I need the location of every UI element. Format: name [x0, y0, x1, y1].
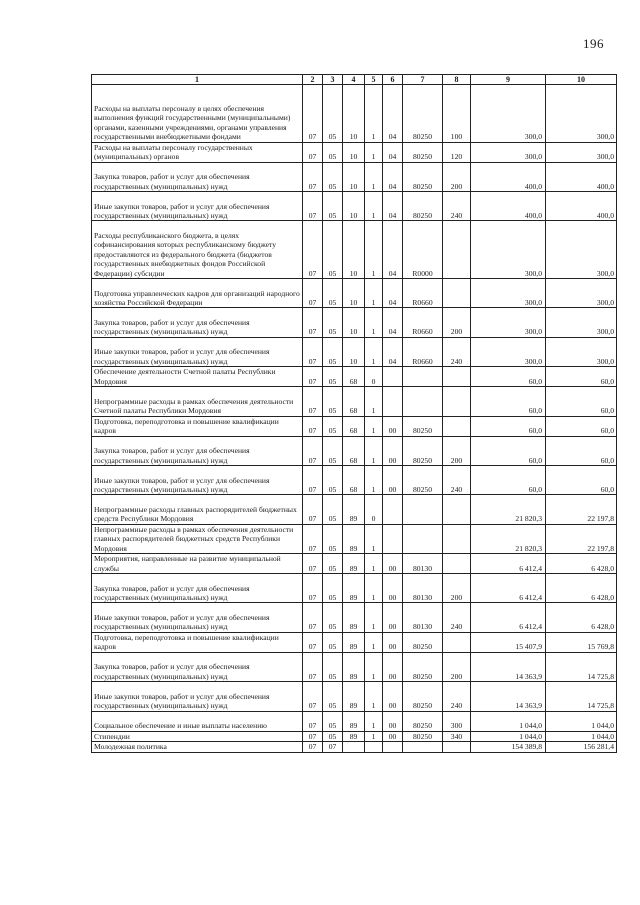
amount-col-9: 300,0	[471, 278, 546, 307]
amount-col-9: 6 412,4	[471, 554, 546, 574]
page-number: 196	[583, 36, 604, 51]
code-col-4: 89	[343, 574, 365, 603]
table-row	[92, 711, 617, 731]
code-col-4: 10	[343, 278, 365, 307]
code-col-3: 05	[323, 711, 343, 731]
amount-col-9: 60,0	[471, 367, 546, 387]
expense-name: Расходы на выплаты персоналу в целях обеспечения выполнения функций государственными (муниципальными) органами, казенными учреждениями, органами управления государственными внебюджетными фондами	[92, 85, 303, 143]
code-col-7	[403, 495, 443, 524]
code-col-6: 04	[383, 162, 403, 191]
amount-col-10: 6 428,0	[546, 574, 617, 603]
amount-col-10: 156 281,4	[546, 742, 617, 753]
code-col-5	[365, 742, 383, 753]
code-col-4: 89	[343, 682, 365, 711]
code-col-6: 00	[383, 632, 403, 652]
code-col-8: 200	[443, 162, 471, 191]
code-col-6	[383, 367, 403, 387]
code-col-8	[443, 416, 471, 436]
table-row	[92, 278, 617, 307]
code-col-2: 07	[303, 731, 323, 742]
code-col-4: 68	[343, 465, 365, 494]
table-row	[92, 603, 617, 632]
code-col-3: 05	[323, 337, 343, 366]
code-col-5: 1	[365, 221, 383, 279]
code-col-5: 1	[365, 682, 383, 711]
amount-col-10: 1 044,0	[546, 731, 617, 742]
expense-name: Стипендии	[92, 731, 303, 742]
table-row	[92, 524, 617, 553]
code-col-3: 05	[323, 731, 343, 742]
table-row	[92, 574, 617, 603]
amount-col-10: 300,0	[546, 221, 617, 279]
code-col-8: 200	[443, 308, 471, 337]
expense-name: Закупка товаров, работ и услуг для обеспечения государственных (муниципальных) нужд	[92, 652, 303, 681]
code-col-3: 05	[323, 632, 343, 652]
code-col-2: 07	[303, 191, 323, 220]
code-col-7	[403, 524, 443, 553]
amount-col-9: 154 389,8	[471, 742, 546, 753]
code-col-2: 07	[303, 278, 323, 307]
code-col-4: 89	[343, 603, 365, 632]
amount-col-10: 14 725,8	[546, 682, 617, 711]
amount-col-10: 60,0	[546, 436, 617, 465]
table-row	[92, 731, 617, 742]
amount-col-10: 300,0	[546, 308, 617, 337]
code-col-3: 05	[323, 682, 343, 711]
code-col-6: 00	[383, 465, 403, 494]
code-col-6: 04	[383, 221, 403, 279]
amount-col-10: 300,0	[546, 337, 617, 366]
code-col-4: 10	[343, 308, 365, 337]
table-row	[92, 85, 617, 143]
code-col-5: 1	[365, 574, 383, 603]
code-col-3: 07	[323, 742, 343, 753]
code-col-5: 0	[365, 367, 383, 387]
expense-name: Подготовка, переподготовка и повышение квалификации кадров	[92, 632, 303, 652]
table-header-row	[92, 75, 617, 85]
expense-name: Непрограммные расходы главных распорядителей бюджетных средств Республики Мордовия	[92, 495, 303, 524]
amount-col-10: 300,0	[546, 278, 617, 307]
expense-name: Непрограммные расходы в рамках обеспечения деятельности Счетной палаты Республики Мордовия	[92, 387, 303, 416]
amount-col-10: 60,0	[546, 465, 617, 494]
code-col-3: 05	[323, 603, 343, 632]
code-col-6: 00	[383, 682, 403, 711]
amount-col-10: 60,0	[546, 367, 617, 387]
expense-name: Расходы на выплаты персоналу государственных (муниципальных) органов	[92, 142, 303, 162]
code-col-5: 1	[365, 278, 383, 307]
code-col-8	[443, 524, 471, 553]
code-col-7: R0660	[403, 308, 443, 337]
amount-col-9: 300,0	[471, 142, 546, 162]
code-col-7: 80250	[403, 85, 443, 143]
expense-name: Закупка товаров, работ и услуг для обеспечения государственных (муниципальных) нужд	[92, 308, 303, 337]
code-col-2: 07	[303, 85, 323, 143]
code-col-4: 89	[343, 554, 365, 574]
code-col-4: 10	[343, 85, 365, 143]
amount-col-9: 21 820,3	[471, 524, 546, 553]
amount-col-10: 400,0	[546, 191, 617, 220]
amount-col-9: 6 412,4	[471, 603, 546, 632]
code-col-2: 07	[303, 436, 323, 465]
code-col-3: 05	[323, 278, 343, 307]
code-col-7: 80250	[403, 416, 443, 436]
code-col-6: 00	[383, 603, 403, 632]
code-col-5: 1	[365, 711, 383, 731]
amount-col-9: 1 044,0	[471, 711, 546, 731]
code-col-7: 80250	[403, 465, 443, 494]
code-col-2: 07	[303, 367, 323, 387]
header-col-1: 1	[92, 75, 303, 85]
code-col-2: 07	[303, 337, 323, 366]
code-col-5: 1	[365, 191, 383, 220]
code-col-8: 300	[443, 711, 471, 731]
table-row	[92, 495, 617, 524]
code-col-7: R0660	[403, 278, 443, 307]
table-row	[92, 436, 617, 465]
table-row	[92, 191, 617, 220]
code-col-8	[443, 221, 471, 279]
code-col-2: 07	[303, 574, 323, 603]
table-row	[92, 682, 617, 711]
code-col-6: 00	[383, 731, 403, 742]
code-col-7: 80130	[403, 603, 443, 632]
code-col-5: 1	[365, 308, 383, 337]
code-col-4: 10	[343, 337, 365, 366]
code-col-8	[443, 632, 471, 652]
table-row	[92, 387, 617, 416]
header-col-9: 9	[471, 75, 546, 85]
table-row	[92, 367, 617, 387]
code-col-7: 80250	[403, 731, 443, 742]
code-col-7: 80250	[403, 652, 443, 681]
header-col-8: 8	[443, 75, 471, 85]
code-col-2: 07	[303, 711, 323, 731]
code-col-5: 1	[365, 416, 383, 436]
expense-name: Молодежная политика	[92, 742, 303, 753]
code-col-8: 120	[443, 142, 471, 162]
code-col-4: 68	[343, 367, 365, 387]
amount-col-9: 60,0	[471, 465, 546, 494]
expense-name: Закупка товаров, работ и услуг для обеспечения государственных (муниципальных) нужд	[92, 436, 303, 465]
code-col-8	[443, 495, 471, 524]
table-row	[92, 632, 617, 652]
amount-col-10: 300,0	[546, 85, 617, 143]
expense-name: Расходы республиканского бюджета, в целях софинансирования которых республиканскому бюджету предоставляются из федерального бюджета (бюджетов государственных внебюджетных фондов Российской Федерации) субсидии	[92, 221, 303, 279]
table-row	[92, 416, 617, 436]
code-col-6: 00	[383, 436, 403, 465]
amount-col-9: 60,0	[471, 387, 546, 416]
code-col-6	[383, 495, 403, 524]
table-row	[92, 162, 617, 191]
code-col-6: 04	[383, 85, 403, 143]
amount-col-10: 300,0	[546, 142, 617, 162]
code-col-8	[443, 278, 471, 307]
code-col-6: 00	[383, 711, 403, 731]
code-col-7: 80250	[403, 436, 443, 465]
code-col-2: 07	[303, 162, 323, 191]
code-col-5: 1	[365, 652, 383, 681]
table-row	[92, 652, 617, 681]
code-col-2: 07	[303, 308, 323, 337]
code-col-6: 04	[383, 191, 403, 220]
code-col-7: 80130	[403, 554, 443, 574]
code-col-3: 05	[323, 367, 343, 387]
amount-col-9: 6 412,4	[471, 574, 546, 603]
code-col-3: 05	[323, 85, 343, 143]
code-col-4: 68	[343, 416, 365, 436]
code-col-8: 240	[443, 191, 471, 220]
code-col-2: 07	[303, 142, 323, 162]
amount-col-9: 400,0	[471, 191, 546, 220]
code-col-8	[443, 554, 471, 574]
code-col-6: 04	[383, 308, 403, 337]
amount-col-9: 400,0	[471, 162, 546, 191]
code-col-2: 07	[303, 652, 323, 681]
code-col-8: 340	[443, 731, 471, 742]
amount-col-9: 14 363,9	[471, 682, 546, 711]
code-col-7: 80250	[403, 711, 443, 731]
code-col-8	[443, 387, 471, 416]
code-col-7: 80250	[403, 162, 443, 191]
expense-name: Иные закупки товаров, работ и услуг для обеспечения государственных (муниципальных) нужд	[92, 603, 303, 632]
code-col-4: 89	[343, 524, 365, 553]
code-col-4: 10	[343, 191, 365, 220]
code-col-2: 07	[303, 554, 323, 574]
amount-col-10: 15 769,8	[546, 632, 617, 652]
code-col-7	[403, 387, 443, 416]
code-col-3: 05	[323, 524, 343, 553]
code-col-8	[443, 367, 471, 387]
code-col-4: 89	[343, 652, 365, 681]
code-col-5: 1	[365, 142, 383, 162]
code-col-8: 240	[443, 337, 471, 366]
code-col-6: 00	[383, 416, 403, 436]
table-row	[92, 465, 617, 494]
code-col-6: 04	[383, 337, 403, 366]
code-col-4: 89	[343, 632, 365, 652]
code-col-3: 05	[323, 387, 343, 416]
amount-col-9: 300,0	[471, 221, 546, 279]
code-col-2: 07	[303, 221, 323, 279]
table-body	[92, 85, 617, 753]
code-col-5: 0	[365, 495, 383, 524]
expense-name: Подготовка, переподготовка и повышение квалификации кадров	[92, 416, 303, 436]
expense-name: Иные закупки товаров, работ и услуг для обеспечения государственных (муниципальных) нужд	[92, 191, 303, 220]
code-col-6: 00	[383, 554, 403, 574]
expense-name: Обеспечение деятельности Счетной палаты Республики Мордовия	[92, 367, 303, 387]
table-row	[92, 308, 617, 337]
code-col-2: 07	[303, 682, 323, 711]
code-col-8: 240	[443, 682, 471, 711]
code-col-3: 05	[323, 495, 343, 524]
amount-col-9: 1 044,0	[471, 731, 546, 742]
code-col-3: 05	[323, 554, 343, 574]
code-col-5: 1	[365, 524, 383, 553]
amount-col-9: 300,0	[471, 85, 546, 143]
code-col-8	[443, 742, 471, 753]
code-col-7: 80250	[403, 142, 443, 162]
amount-col-9: 300,0	[471, 337, 546, 366]
amount-col-10: 22 197,8	[546, 524, 617, 553]
header-col-10: 10	[546, 75, 617, 85]
code-col-6: 04	[383, 142, 403, 162]
expense-name: Подготовка управленческих кадров для организаций народного хозяйства Российской Федерации	[92, 278, 303, 307]
code-col-8: 200	[443, 574, 471, 603]
code-col-4: 68	[343, 436, 365, 465]
expense-name: Социальное обеспечение и иные выплаты населению	[92, 711, 303, 731]
code-col-5: 1	[365, 603, 383, 632]
code-col-4: 68	[343, 387, 365, 416]
code-col-7: R0000	[403, 221, 443, 279]
amount-col-10: 1 044,0	[546, 711, 617, 731]
table-row	[92, 554, 617, 574]
expense-name: Иные закупки товаров, работ и услуг для обеспечения государственных (муниципальных) нужд	[92, 465, 303, 494]
code-col-4	[343, 742, 365, 753]
code-col-2: 07	[303, 742, 323, 753]
header-col-6: 6	[383, 75, 403, 85]
code-col-3: 05	[323, 142, 343, 162]
code-col-5: 1	[365, 387, 383, 416]
amount-col-10: 400,0	[546, 162, 617, 191]
table-row	[92, 142, 617, 162]
code-col-3: 05	[323, 652, 343, 681]
code-col-4: 89	[343, 731, 365, 742]
amount-col-9: 60,0	[471, 416, 546, 436]
amount-col-9: 300,0	[471, 308, 546, 337]
amount-col-10: 60,0	[546, 387, 617, 416]
code-col-7: 80250	[403, 682, 443, 711]
amount-col-10: 22 197,8	[546, 495, 617, 524]
code-col-7: 80250	[403, 632, 443, 652]
header-col-3: 3	[323, 75, 343, 85]
code-col-8: 100	[443, 85, 471, 143]
header-col-7: 7	[403, 75, 443, 85]
code-col-6	[383, 742, 403, 753]
code-col-3: 05	[323, 465, 343, 494]
code-col-8: 240	[443, 465, 471, 494]
code-col-5: 1	[365, 554, 383, 574]
amount-col-9: 14 363,9	[471, 652, 546, 681]
code-col-5: 1	[365, 337, 383, 366]
expense-name: Иные закупки товаров, работ и услуг для обеспечения государственных (муниципальных) нужд	[92, 682, 303, 711]
code-col-3: 05	[323, 162, 343, 191]
amount-col-9: 21 820,3	[471, 495, 546, 524]
code-col-5: 1	[365, 731, 383, 742]
code-col-6: 04	[383, 278, 403, 307]
code-col-3: 05	[323, 416, 343, 436]
code-col-5: 1	[365, 85, 383, 143]
code-col-2: 07	[303, 465, 323, 494]
code-col-8: 200	[443, 436, 471, 465]
expense-name: Иные закупки товаров, работ и услуг для обеспечения государственных (муниципальных) нужд	[92, 337, 303, 366]
code-col-7: 80130	[403, 574, 443, 603]
code-col-8: 200	[443, 652, 471, 681]
code-col-4: 10	[343, 142, 365, 162]
code-col-5: 1	[365, 465, 383, 494]
header-col-4: 4	[343, 75, 365, 85]
code-col-3: 05	[323, 308, 343, 337]
code-col-3: 05	[323, 436, 343, 465]
code-col-3: 05	[323, 191, 343, 220]
code-col-5: 1	[365, 436, 383, 465]
code-col-4: 10	[343, 221, 365, 279]
code-col-2: 07	[303, 416, 323, 436]
amount-col-9: 15 407,9	[471, 632, 546, 652]
expense-name: Закупка товаров, работ и услуг для обеспечения государственных (муниципальных) нужд	[92, 574, 303, 603]
amount-col-10: 60,0	[546, 416, 617, 436]
code-col-7	[403, 742, 443, 753]
code-col-7: R0660	[403, 337, 443, 366]
code-col-2: 07	[303, 495, 323, 524]
code-col-2: 07	[303, 524, 323, 553]
code-col-5: 1	[365, 632, 383, 652]
code-col-4: 89	[343, 495, 365, 524]
code-col-6	[383, 524, 403, 553]
expense-name: Закупка товаров, работ и услуг для обеспечения государственных (муниципальных) нужд	[92, 162, 303, 191]
code-col-6: 00	[383, 652, 403, 681]
code-col-7: 80250	[403, 191, 443, 220]
amount-col-10: 6 428,0	[546, 603, 617, 632]
code-col-2: 07	[303, 387, 323, 416]
code-col-2: 07	[303, 632, 323, 652]
code-col-3: 05	[323, 221, 343, 279]
code-col-5: 1	[365, 162, 383, 191]
table-row	[92, 337, 617, 366]
table-row	[92, 742, 617, 753]
code-col-4: 10	[343, 162, 365, 191]
code-col-2: 07	[303, 603, 323, 632]
code-col-3: 05	[323, 574, 343, 603]
table-row	[92, 221, 617, 279]
code-col-4: 89	[343, 711, 365, 731]
budget-table	[91, 74, 617, 753]
header-col-2: 2	[303, 75, 323, 85]
amount-col-9: 60,0	[471, 436, 546, 465]
expense-name: Непрограммные расходы в рамках обеспечения деятельности главных распорядителей бюджетных средств Республики Мордовия	[92, 524, 303, 553]
code-col-7	[403, 367, 443, 387]
expense-name: Мероприятия, направленные на развитие муниципальной службы	[92, 554, 303, 574]
code-col-8: 240	[443, 603, 471, 632]
amount-col-10: 14 725,8	[546, 652, 617, 681]
header-col-5: 5	[365, 75, 383, 85]
code-col-6: 00	[383, 574, 403, 603]
code-col-6	[383, 387, 403, 416]
amount-col-10: 6 428,0	[546, 554, 617, 574]
